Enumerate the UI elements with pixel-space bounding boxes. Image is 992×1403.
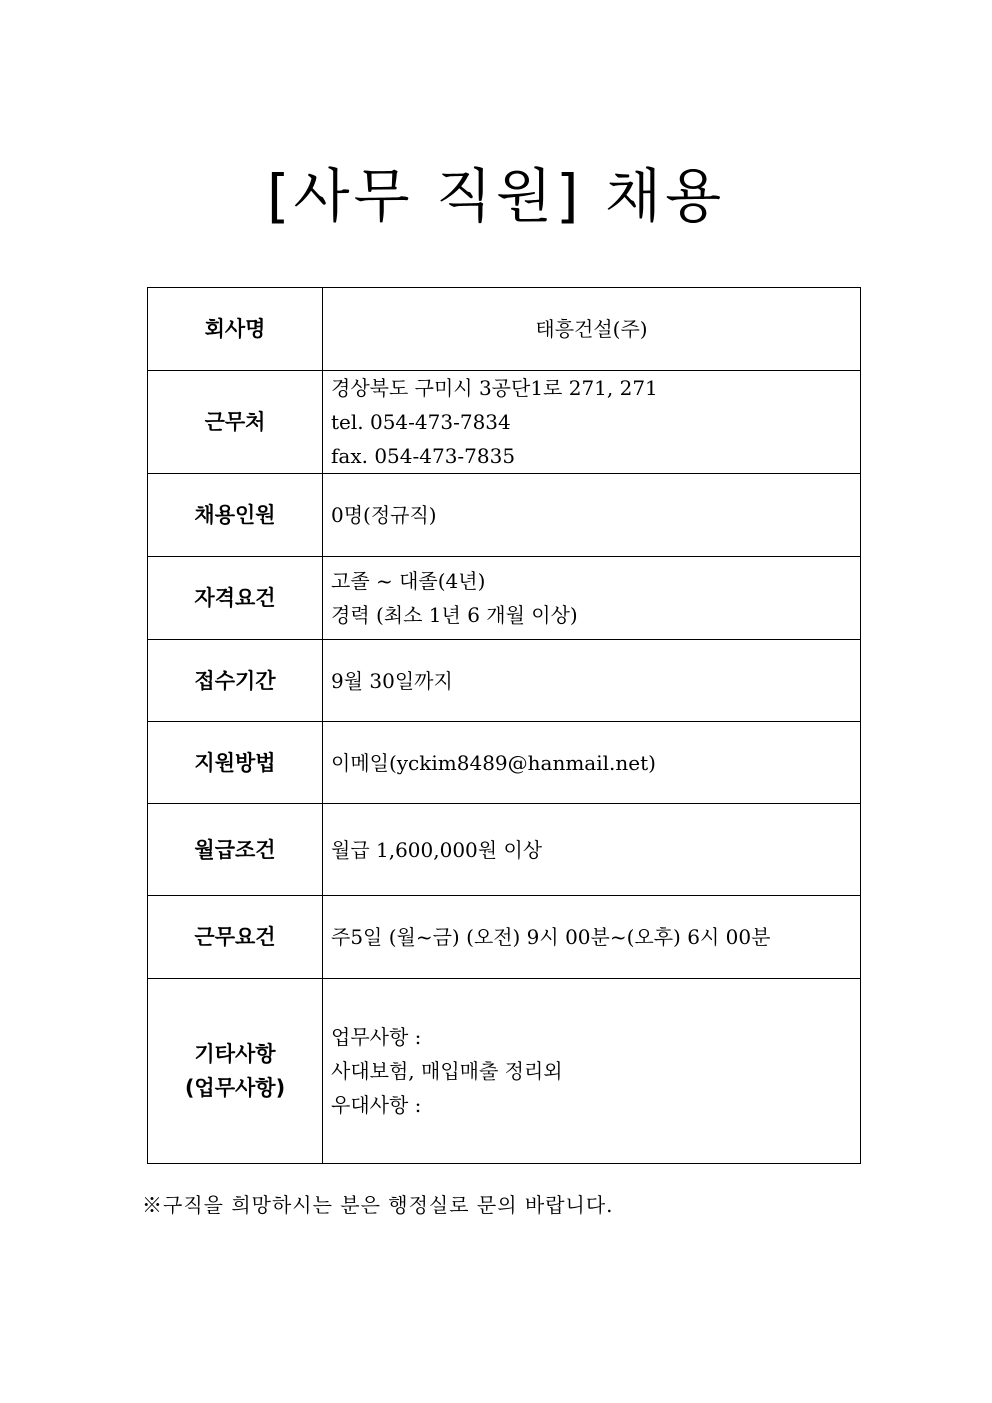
apply-email: 이메일(yckim8489@hanmail.net) <box>331 750 656 775</box>
other-label-line2: (업무사항) <box>184 1076 286 1100</box>
row-value-other <box>323 979 861 1164</box>
row-label-qualifications: 자격요건 <box>148 557 323 640</box>
preferences-heading: 우대사항 : <box>331 1093 422 1117</box>
row-label-deadline: 접수기간 <box>148 640 323 722</box>
row-label-salary: 월급조건 <box>148 804 323 896</box>
row-value-deadline <box>323 640 861 722</box>
row-label-work-conditions: 근무요건 <box>148 896 323 979</box>
qualification-experience: 경력 (최소 1년 6 개월 이상) <box>331 603 578 627</box>
table-row-workplace <box>148 371 861 474</box>
row-value-salary <box>323 804 861 896</box>
workplace-tel: tel. 054-473-7834 <box>331 410 511 434</box>
table-row-company <box>148 288 861 371</box>
row-value-apply-method <box>323 722 861 804</box>
row-label-other <box>148 979 323 1164</box>
qualification-education: 고졸 ~ 대졸(4년) <box>331 569 486 593</box>
duties-detail: 사대보험, 매입매출 정리외 <box>331 1059 563 1083</box>
table-row-work-conditions <box>148 896 861 979</box>
headcount-value: 0명(정규직) <box>331 503 437 527</box>
salary-value: 월급 1,600,000원 이상 <box>331 837 543 862</box>
workplace-fax: fax. 054-473-7835 <box>331 444 516 468</box>
table-row-other <box>148 979 861 1164</box>
row-label-headcount: 채용인원 <box>148 474 323 557</box>
duties-heading: 업무사항 : <box>331 1025 422 1049</box>
work-schedule: 주5일 (월~금) (오전) 9시 00분~(오후) 6시 00분 <box>331 925 771 949</box>
table-row-apply-method <box>148 722 861 804</box>
table-row-qualifications <box>148 557 861 640</box>
row-value-headcount <box>323 474 861 557</box>
recruitment-table <box>147 287 861 1164</box>
other-label-line1: 기타사항 <box>194 1042 276 1066</box>
workplace-address: 경상북도 구미시 3공단1로 271, 271 <box>331 376 658 400</box>
page-title: [사무 직원] 채용 <box>266 162 726 230</box>
table-row-salary <box>148 804 861 896</box>
row-value-company <box>323 288 861 371</box>
row-label-workplace: 근무처 <box>148 371 323 474</box>
table-row-headcount <box>148 474 861 557</box>
table-row-deadline <box>148 640 861 722</box>
row-label-company: 회사명 <box>148 288 323 371</box>
deadline-value: 9월 30일까지 <box>331 668 453 693</box>
footnote: ※구직을 희망하시는 분은 행정실로 문의 바랍니다. <box>142 1193 614 1217</box>
row-label-apply-method: 지원방법 <box>148 722 323 804</box>
row-value-workplace <box>323 371 861 474</box>
company-name: 태흥건설(주) <box>535 317 648 341</box>
row-value-qualifications <box>323 557 861 640</box>
row-value-work-conditions <box>323 896 861 979</box>
